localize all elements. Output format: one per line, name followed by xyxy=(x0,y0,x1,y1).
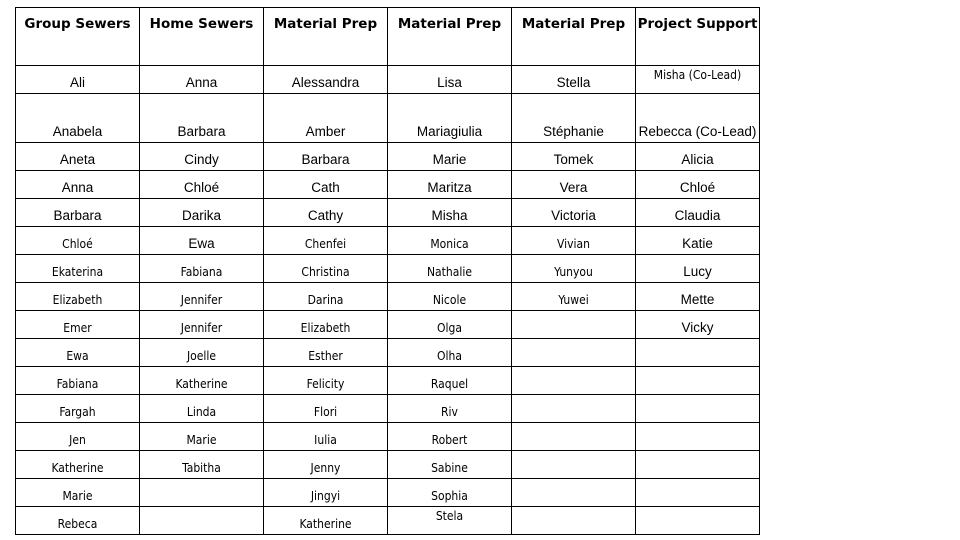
table-cell: Lisa xyxy=(388,66,512,94)
table-cell xyxy=(512,339,636,367)
table-cell: Aneta xyxy=(16,143,140,171)
table-cell: Darika xyxy=(140,199,264,227)
table-cell xyxy=(512,451,636,479)
table-cell: Yunyou xyxy=(512,255,636,283)
table-cell: Mariagiulia xyxy=(388,94,512,143)
table-cell: Christina xyxy=(264,255,388,283)
header-material-prep-2: Material Prep xyxy=(388,8,512,66)
table-cell: Misha xyxy=(388,199,512,227)
table-cell: Emer xyxy=(16,311,140,339)
table-cell: Chenfei xyxy=(264,227,388,255)
table-cell xyxy=(140,507,264,535)
table-cell: Maritza xyxy=(388,171,512,199)
table-cell: Anna xyxy=(16,171,140,199)
roster-body xyxy=(16,66,760,535)
table-cell: Katherine xyxy=(140,367,264,395)
table-cell xyxy=(636,451,760,479)
table-cell: Chloé xyxy=(636,171,760,199)
table-row xyxy=(16,199,760,227)
table-cell: Rebeca xyxy=(16,507,140,535)
table-row xyxy=(16,395,760,423)
header-project-support: Project Support xyxy=(636,8,760,66)
table-cell: Jennifer xyxy=(140,311,264,339)
table-cell: Felicity xyxy=(264,367,388,395)
table-cell: Stella xyxy=(512,66,636,94)
table-cell: Olha xyxy=(388,339,512,367)
table-cell: Barbara xyxy=(140,94,264,143)
table-cell xyxy=(140,479,264,507)
table-cell: Ewa xyxy=(16,339,140,367)
table-cell: Elizabeth xyxy=(16,283,140,311)
table-cell: Anna xyxy=(140,66,264,94)
table-cell: Marie xyxy=(16,479,140,507)
table-cell: Jenny xyxy=(264,451,388,479)
table-cell: Fabiana xyxy=(16,367,140,395)
table-cell: Stéphanie xyxy=(512,94,636,143)
table-cell: Olga xyxy=(388,311,512,339)
table-cell: Victoria xyxy=(512,199,636,227)
table-cell: Tabitha xyxy=(140,451,264,479)
table-cell: Darina xyxy=(264,283,388,311)
table-cell: Cathy xyxy=(264,199,388,227)
table-cell: Barbara xyxy=(16,199,140,227)
table-row xyxy=(16,451,760,479)
table-cell: Ekaterina xyxy=(16,255,140,283)
table-row xyxy=(16,94,760,143)
table-cell xyxy=(512,423,636,451)
table-cell: Nathalie xyxy=(388,255,512,283)
table-cell: Cath xyxy=(264,171,388,199)
table-row xyxy=(16,283,760,311)
header-material-prep-3: Material Prep xyxy=(512,8,636,66)
table-cell: Ewa xyxy=(140,227,264,255)
table-cell xyxy=(636,479,760,507)
table-cell: Sabine xyxy=(388,451,512,479)
table-cell: Monica xyxy=(388,227,512,255)
table-cell: Fabiana xyxy=(140,255,264,283)
table-cell: Chloé xyxy=(140,171,264,199)
table-cell xyxy=(636,507,760,535)
table-cell xyxy=(512,395,636,423)
table-cell: Marie xyxy=(140,423,264,451)
table-cell: Jen xyxy=(16,423,140,451)
table-cell: Barbara xyxy=(264,143,388,171)
table-cell: Fargah xyxy=(16,395,140,423)
table-cell: Chloé xyxy=(16,227,140,255)
table-cell: Alicia xyxy=(636,143,760,171)
table-row xyxy=(16,479,760,507)
header-group-sewers: Group Sewers xyxy=(16,8,140,66)
table-cell xyxy=(512,507,636,535)
table-cell xyxy=(512,367,636,395)
table-row xyxy=(16,171,760,199)
table-cell: Lucy xyxy=(636,255,760,283)
table-cell: Jingyi xyxy=(264,479,388,507)
table-cell: Claudia xyxy=(636,199,760,227)
volunteer-roster-table xyxy=(15,7,760,535)
table-row xyxy=(16,227,760,255)
table-cell: Flori xyxy=(264,395,388,423)
table-row xyxy=(16,255,760,283)
table-cell xyxy=(636,423,760,451)
table-cell: Yuwei xyxy=(512,283,636,311)
table-cell: Sophia xyxy=(388,479,512,507)
table-cell: Alessandra xyxy=(264,66,388,94)
table-row xyxy=(16,507,760,535)
table-cell: Raquel xyxy=(388,367,512,395)
table-cell: Marie xyxy=(388,143,512,171)
header-material-prep-1: Material Prep xyxy=(264,8,388,66)
table-cell: Esther xyxy=(264,339,388,367)
table-cell: Robert xyxy=(388,423,512,451)
table-cell: Cindy xyxy=(140,143,264,171)
table-cell xyxy=(636,367,760,395)
header-home-sewers: Home Sewers xyxy=(140,8,264,66)
table-cell: Iulia xyxy=(264,423,388,451)
table-cell xyxy=(512,479,636,507)
table-cell: Katherine xyxy=(264,507,388,535)
table-row xyxy=(16,66,760,94)
table-row xyxy=(16,423,760,451)
table-cell xyxy=(636,339,760,367)
table-cell: Katie xyxy=(636,227,760,255)
table-cell: Mette xyxy=(636,283,760,311)
table-cell: Nicole xyxy=(388,283,512,311)
table-cell: Katherine xyxy=(16,451,140,479)
table-cell: Riv xyxy=(388,395,512,423)
header-row xyxy=(16,8,760,66)
table-cell: Amber xyxy=(264,94,388,143)
table-cell xyxy=(636,395,760,423)
table-cell: Vicky xyxy=(636,311,760,339)
table-cell: Anabela xyxy=(16,94,140,143)
table-cell: Tomek xyxy=(512,143,636,171)
table-row xyxy=(16,311,760,339)
table-cell xyxy=(512,311,636,339)
table-cell: Vera xyxy=(512,171,636,199)
table-row xyxy=(16,143,760,171)
table-cell: Ali xyxy=(16,66,140,94)
table-cell: Elizabeth xyxy=(264,311,388,339)
table-cell: Jennifer xyxy=(140,283,264,311)
table-cell: Stela xyxy=(388,507,512,535)
table-cell: Vivian xyxy=(512,227,636,255)
table-row xyxy=(16,367,760,395)
table-cell: Linda xyxy=(140,395,264,423)
table-row xyxy=(16,339,760,367)
table-cell: Misha (Co-Lead) xyxy=(636,66,760,94)
table-cell: Joelle xyxy=(140,339,264,367)
table-cell: Rebecca (Co-Lead) xyxy=(636,94,760,143)
